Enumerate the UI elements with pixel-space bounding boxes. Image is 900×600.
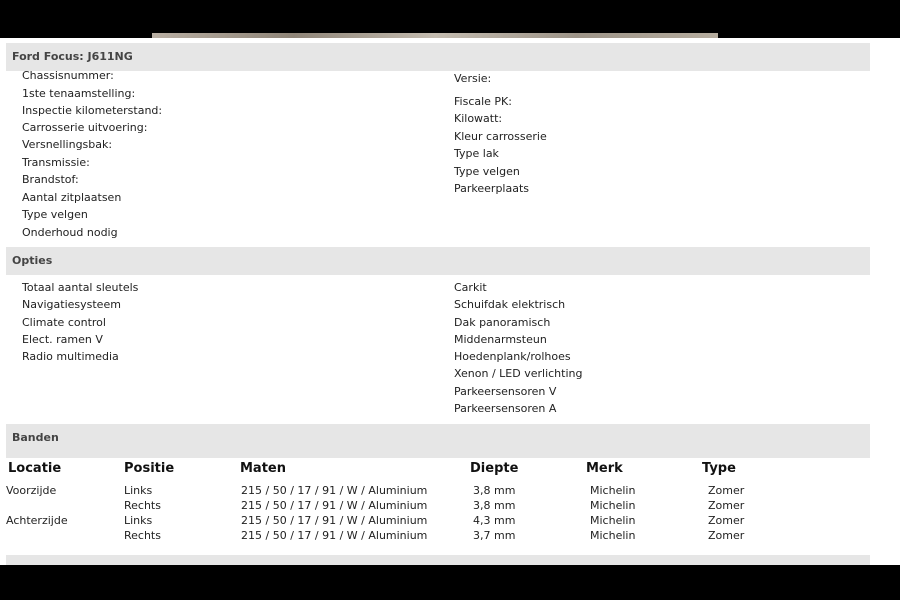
spec-label: Kleur carrosserie [454, 130, 547, 143]
spec-label: 1ste tenaamstelling: [22, 87, 136, 100]
table-row [0, 513, 900, 528]
cell-positie: Rechts [124, 529, 161, 542]
tires-table-header [6, 458, 870, 480]
spec-label: Chassisnummer: [22, 69, 114, 82]
option-label: Radio multimedia [22, 350, 119, 363]
cell-merk: Michelin [590, 499, 636, 512]
option-label: Elect. ramen V [22, 333, 103, 346]
table-row [0, 483, 900, 498]
option-label: Totaal aantal sleutels [22, 281, 139, 294]
option-label: Parkeersensoren A [454, 402, 557, 415]
cell-maten: 215 / 50 / 17 / 91 / W / Aluminium [241, 514, 428, 527]
spec-label: Type velgen [22, 208, 88, 221]
cell-merk: Michelin [590, 514, 636, 527]
option-label: Navigatiesysteem [22, 298, 121, 311]
option-label: Carkit [454, 281, 487, 294]
spec-label: Inspectie kilometerstand: [22, 104, 163, 117]
spec-label: Versnellingsbak: [22, 138, 113, 151]
spec-label: Aantal zitplaatsen [22, 191, 122, 204]
tires-header: Banden [6, 424, 870, 458]
column-header: Diepte [470, 461, 519, 476]
cell-maten: 215 / 50 / 17 / 91 / W / Aluminium [241, 529, 428, 542]
option-label: Schuifdak elektrisch [454, 298, 566, 311]
spec-label: Type lak [454, 147, 499, 160]
spec-label: Parkeerplaats [454, 182, 530, 195]
cell-type: Zomer [708, 484, 745, 497]
option-label: Middenarmsteun [454, 333, 547, 346]
cell-diepte: 4,3 mm [473, 514, 516, 527]
option-label: Dak panoramisch [454, 316, 551, 329]
cell-merk: Michelin [590, 484, 636, 497]
column-header: Merk [586, 461, 623, 476]
option-label: Hoedenplank/rolhoes [454, 350, 571, 363]
column-header: Type [702, 461, 736, 476]
report-page [0, 38, 900, 565]
option-label: Parkeersensoren V [454, 385, 557, 398]
cell-diepte: 3,7 mm [473, 529, 516, 542]
spec-label: Carrosserie uitvoering: [22, 121, 148, 134]
spec-label: Brandstof: [22, 173, 79, 186]
cell-merk: Michelin [590, 529, 636, 542]
table-row [0, 498, 900, 513]
vehicle-title-header: Ford Focus: J611NG [6, 43, 870, 71]
spec-label: Type velgen [454, 165, 520, 178]
cell-maten: 215 / 50 / 17 / 91 / W / Aluminium [241, 499, 428, 512]
cell-positie: Links [124, 514, 153, 527]
column-header: Locatie [8, 461, 62, 476]
cell-diepte: 3,8 mm [473, 484, 516, 497]
column-header: Maten [240, 461, 286, 476]
cell-type: Zomer [708, 514, 745, 527]
options-header: Opties [6, 247, 870, 275]
cell-locatie: Achterzijde [6, 514, 68, 527]
spec-label: Fiscale PK: [454, 95, 512, 108]
cell-diepte: 3,8 mm [473, 499, 516, 512]
cell-positie: Links [124, 484, 153, 497]
cell-locatie: Voorzijde [6, 484, 57, 497]
table-row [0, 528, 900, 543]
option-label: Climate control [22, 316, 106, 329]
spec-label: Transmissie: [22, 156, 90, 169]
next-section-header [6, 555, 870, 565]
spec-label: Onderhoud nodig [22, 226, 118, 239]
spec-label: Kilowatt: [454, 112, 503, 125]
spec-label: Versie: [454, 72, 492, 85]
cell-positie: Rechts [124, 499, 161, 512]
cell-maten: 215 / 50 / 17 / 91 / W / Aluminium [241, 484, 428, 497]
cell-type: Zomer [708, 499, 745, 512]
cell-type: Zomer [708, 529, 745, 542]
option-label: Xenon / LED verlichting [454, 367, 583, 380]
column-header: Positie [124, 461, 175, 476]
